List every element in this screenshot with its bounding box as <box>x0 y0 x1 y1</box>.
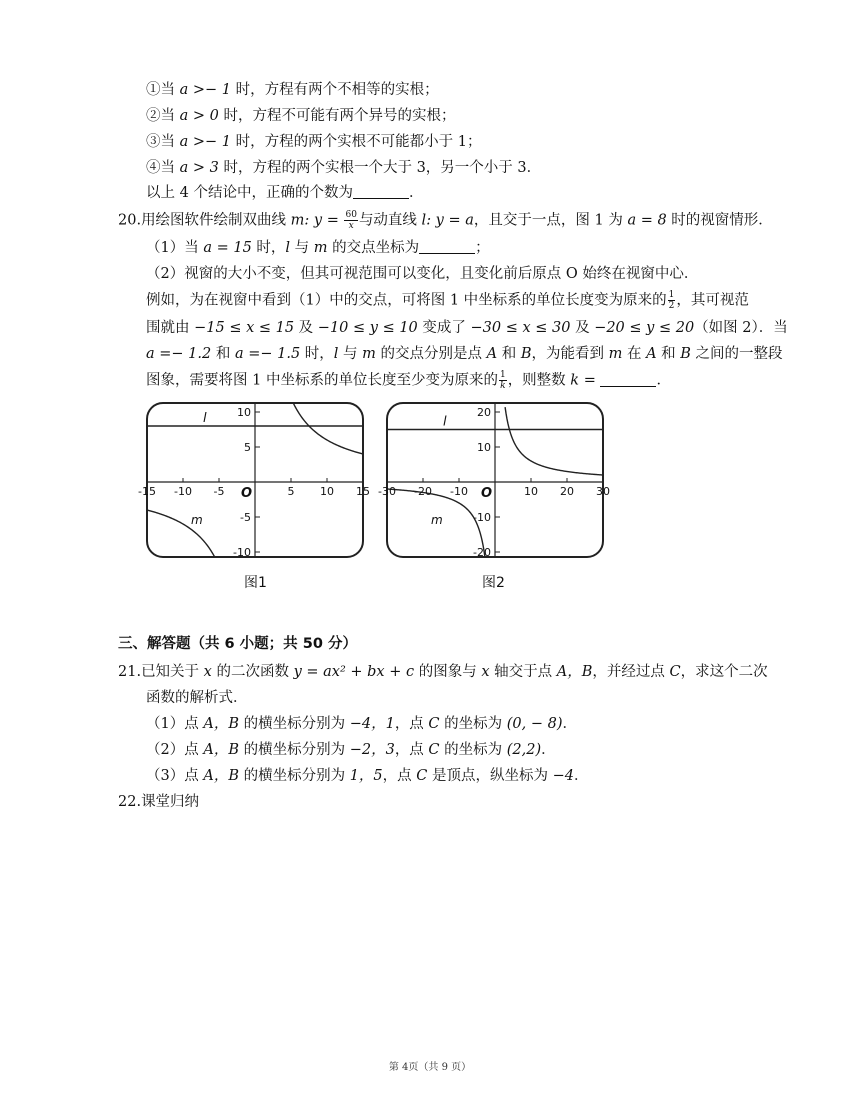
x-tick-label: 5 <box>287 485 295 498</box>
curve-m-label: m <box>191 513 203 527</box>
q20-line-example: 例如，为在视窗中看到（1）中的交点，可将图 1 中坐标系的单位长度变为原来的 $\frac{1}{2}$ ，其可视范 <box>146 290 749 311</box>
q20-line-k: 图象，需要将图 1 中坐标系的单位长度至少变为原来的 $\frac{1}{k}$ ，则整数 k = ． <box>146 370 671 391</box>
y-tick-label: 5 <box>244 441 251 454</box>
q21-part-3: （3）点 A，B 的横坐标分别为 1，5，点 C 是顶点，纵坐标为 −4． <box>146 768 589 784</box>
y-tick-label: -5 <box>240 511 251 524</box>
section-3-heading: 三、解答题（共 6 小题；共 50 分） <box>118 636 357 652</box>
q20-line-ranges: 围就由 −15 ≤ x ≤ 15 及 −10 ≤ y ≤ 10 变成了 −30 ≤ x ≤ 30 及 −20 ≤ y ≤ 20（如图 2）．当 <box>146 320 788 336</box>
figure-1-caption: 图1 <box>244 575 267 591</box>
fraction-60-over-x: $\frac{60}{x}$ <box>345 210 357 231</box>
y-tick-label: -10 <box>233 546 251 559</box>
x-tick-label: 10 <box>320 485 334 498</box>
x-tick-label: 30 <box>596 485 610 498</box>
x-tick-label: -10 <box>450 485 468 498</box>
curve-l-label: l <box>443 414 447 430</box>
y-tick-label: 10 <box>477 441 491 454</box>
q20-line-1: 20.用绘图软件绘制双曲线 m: y = $\frac{60}{x}$ 与动直线 l: y = a，且交于一点，图 1 为 a = 8 时的视窗情形． <box>118 210 773 231</box>
q19-item-1: ①当 a >− 1 时，方程有两个不相等的实根； <box>146 82 439 98</box>
answer-blank <box>600 372 656 387</box>
y-tick-label: 10 <box>237 406 251 419</box>
page-footer: 第 4页（共 9 页） <box>388 1062 472 1073</box>
x-tick-label: -5 <box>213 485 225 498</box>
q19-conclusion: 以上 4 个结论中，正确的个数为 ． <box>146 185 424 201</box>
y-tick-label: -20 <box>473 546 491 559</box>
x-tick-label: -20 <box>414 485 432 498</box>
curve-m-label: m <box>431 513 443 527</box>
x-tick-label: 15 <box>356 485 370 498</box>
q22: 22.课堂归纳 <box>118 794 200 810</box>
figure-2-graph <box>378 402 610 559</box>
x-tick-label: -10 <box>174 485 192 498</box>
x-tick-label: 10 <box>524 485 538 498</box>
q21-part-2: （2）点 A，B 的横坐标分别为 −2，3，点 C 的坐标为 (2,2)． <box>146 742 556 758</box>
figure-1 <box>138 402 370 562</box>
q19-item-3: ③当 a >− 1 时，方程的两个实根不可能都小于 1； <box>146 134 482 150</box>
x-tick-label: 20 <box>560 485 574 498</box>
x-tick-label: -30 <box>378 485 396 498</box>
fraction-1-over-k: $\frac{1}{k}$ <box>499 370 506 391</box>
answer-blank <box>353 184 409 199</box>
figure-2 <box>378 402 610 562</box>
y-tick-label: 20 <box>477 406 491 419</box>
figure-2-caption: 图2 <box>482 575 505 591</box>
answer-blank <box>419 239 475 254</box>
q20-line-ab: a =− 1.2 和 a =− 1.5 时，l 与 m 的交点分别是点 A 和 B，为能看到 m 在 A 和 B 之间的一整段 <box>146 346 783 362</box>
q21-part-1: （1）点 A，B 的横坐标分别为 −4，1，点 C 的坐标为 (0, − 8)． <box>146 716 577 732</box>
q19-item-4: ④当 a > 3 时，方程的两个实根一个大于 3，另一个小于 3． <box>146 160 542 176</box>
y-tick-label: -10 <box>473 511 491 524</box>
q21-line-2: 函数的解析式． <box>146 690 248 706</box>
origin-label: O <box>241 486 253 501</box>
x-tick-label: -15 <box>138 485 156 498</box>
q20-part-1: （1）当 a = 15 时，l 与 m 的交点坐标为 ； <box>146 240 490 256</box>
fraction-half: $\frac{1}{2}$ <box>668 290 675 311</box>
curve-l-label: l <box>203 411 207 426</box>
q19-item-2: ②当 a > 0 时，方程不可能有两个异号的实根； <box>146 108 456 124</box>
origin-label: O <box>481 486 493 501</box>
q20-part-2: （2）视窗的大小不变，但其可视范围可以变化，且变化前后原点 O 始终在视窗中心． <box>146 266 699 282</box>
figure-1-graph <box>138 402 370 559</box>
q21-line-1: 21.已知关于 x 的二次函数 y = ax² + bx + c 的图象与 x 轴交于点 A，B，并经过点 C，求这个二次 <box>118 664 768 680</box>
